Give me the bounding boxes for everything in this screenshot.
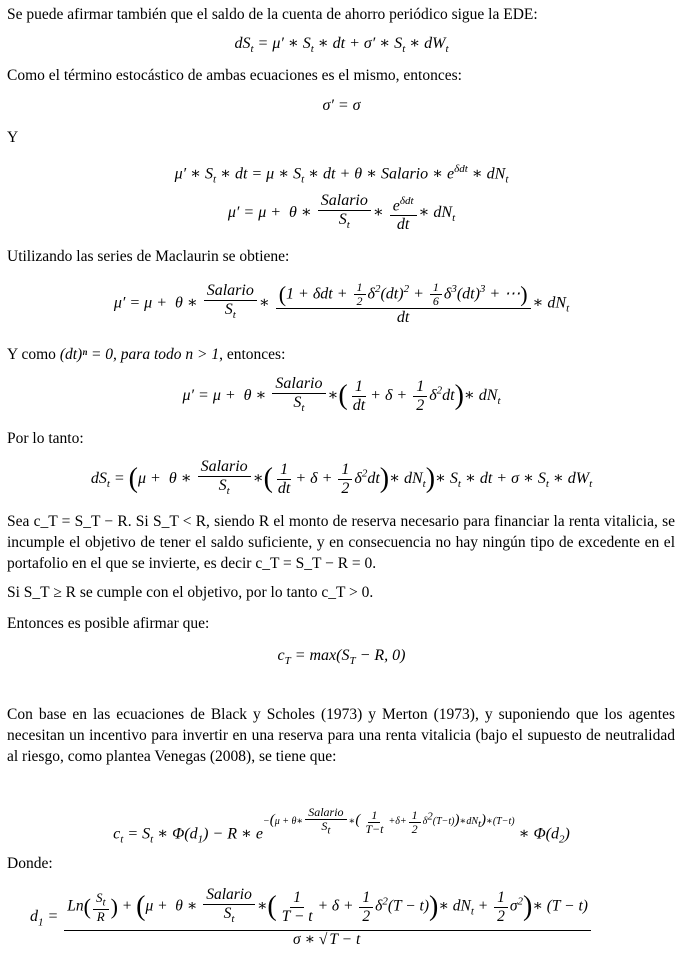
equation-dst-full: $dS_t = (\mu + \theta$ ∗ $\frac{\text{Salario}}{S_t}$ ∗( $\frac{1}{dt}$ + δ + $\frac{1}{2}$ $\delta^2dt)∗$ $dN_t)∗$ $S_t$ ∗ dt + σ ∗ $S_t$ ∗ $dW_t$ — [90, 458, 593, 498]
paragraph-maclaurin: Utilizando las series de Maclaurin se obtiene: — [7, 248, 290, 265]
equation-mu-prime-dt: μ′ ∗ $S_t$ ∗ dt = μ ∗ $S_t$ ∗ dt + θ ∗ Salario ∗ $e^{\delta dt}$ ∗ $dN_t$ — [174, 163, 509, 186]
paragraph-stochastic-term: Como el término estocástico de ambas ecuaciones es el mismo, entonces: — [7, 67, 462, 84]
paragraph-ede-intro: Se puede afirmar también que el saldo de la cuenta de ahorro periódico sigue la EDE: — [7, 6, 538, 23]
equation-ct-pricing: $c_t = S_t$ ∗ $\Phi(d_1) - R$ ∗ $e^{-(\mu + \theta∗ \frac{\text{Salario}}{S_t} ∗( \frac{1}{T-t} +\delta+ \frac{1}{2} \delta^2(T-t))∗dN_t)∗(T-t)}$ ∗ $\Phi(d_2)$ — [113, 805, 570, 846]
paragraph-entonces: Entonces es posible afirmar que: — [7, 615, 210, 632]
paragraph-por-lo-tanto: Por lo tanto: — [7, 430, 84, 447]
paragraph-donde: Donde: — [7, 855, 53, 872]
p5-suffix: , entonces: — [219, 346, 286, 363]
paragraph-black-scholes: Con base en las ecuaciones de Black y Scholes (1973) y Merton (1973), y suponiendo que los agentes necesitan un incentivo para invertir en una reserva para una renta vitalicia (bajo el supuesto de neutralidad al riesgo, como plantea Venegas (2008), se tiene que: — [7, 706, 675, 765]
equation-sigma: σ′ = σ — [322, 97, 361, 114]
equation-maclaurin-series: μ′ = μ + θ ∗ $\frac{\text{Salario}}{S_t}$ ∗ (1 + δdt + $\frac{1}{2}$ $\delta^2(dt)^2$ + $\frac{1}{6}$ $\delta^3(dt)^3$ + ⋯) dt ∗ $dN_t$ — [113, 280, 570, 327]
paragraph-si-st: Si S_T ≥ R se cumple con el objetivo, por lo tanto c_T > 0. — [7, 584, 374, 601]
equation-dst: $dS_t = \mu'$ ∗ $S_t$ ∗ dt + σ′ ∗ $S_t$ ∗ $dW_t$ — [234, 35, 449, 56]
p5-math: (dt)ⁿ = 0, para todo n > 1 — [55, 346, 220, 363]
equation-ct-max: $c_T = \max(S_T - R$, 0) — [277, 647, 406, 668]
equation-d1: $d_1$ = Ln( $\frac{S_t}{R}$ ) + (μ + θ ∗ $\frac{\text{Salario}}{S_t}$ ∗( $\frac{1}{T - t}$ + δ + $\frac{1}{2}$ $\delta^2(T$ − t))∗ $dN_t$ + $\frac{1}{2}$ $\sigma^2)∗$ (T − t) σ ∗ √ T − t — [30, 886, 670, 949]
p5-prefix: Y como — [7, 346, 56, 363]
paragraph-dt-power — [7, 344, 675, 365]
equation-mu-prime-simplified: μ′ = μ + θ ∗ $\frac{\text{Salario}}{S_t}$ ∗( $\frac{1}{dt}$ + δ + $\frac{1}{2}$ $\delta^2dt)∗$ $dN_t$ — [182, 375, 501, 415]
paragraph-sea-ct: Sea c_T = S_T − R. Si S_T < R, siendo R el monto de reserva necesario para financiar la renta vitalicia, se incumple el objetivo de tener el saldo suficiente, y en consecuencia no hay ningún tipo de excedente en el portafolio en el que se invierte, es decir c_T = S_T − R = 0. — [7, 513, 675, 572]
equation-mu-prime: μ′ = μ + θ ∗ $\frac{\text{Salario}}{S_t}$ ∗ $\frac{e^{\delta dt}}{dt}$ ∗ $dN_t$ — [227, 192, 456, 234]
paragraph-y: Y — [7, 129, 19, 146]
